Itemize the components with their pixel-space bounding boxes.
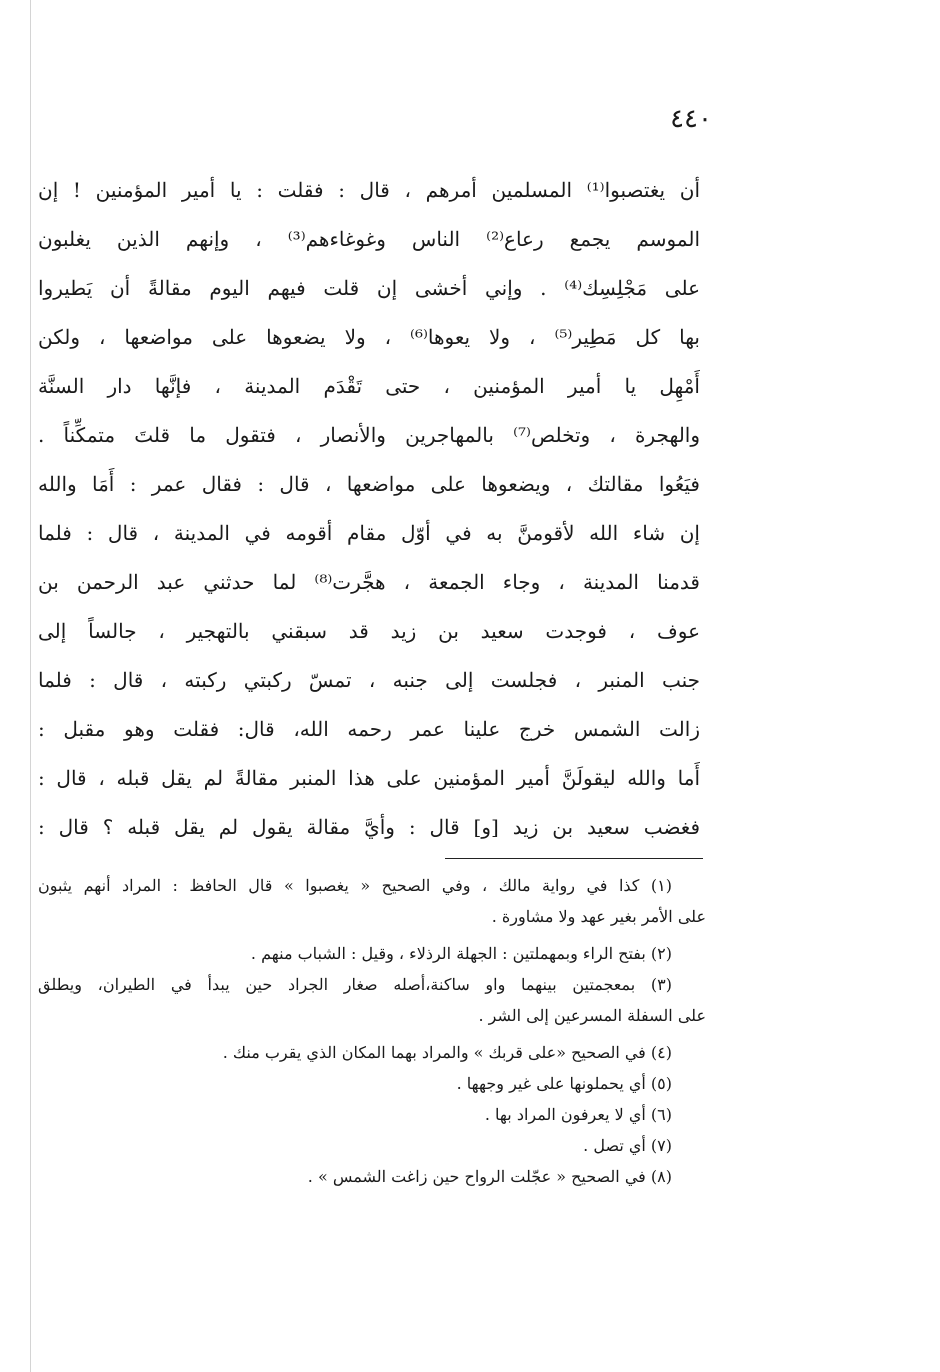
footnote-separator [445, 858, 703, 859]
body-line: جنب المنبر ، فجلست إلى جنبه ، تمسّ ركبتي ركبته ، قال : فلما [38, 668, 700, 692]
footnote-8: (٨) في الصحيح « عجّلت الرواح حين زاغت الشمس » . [307, 1167, 672, 1186]
footnote-5: (٥) أي يحملونها على غير وجهها . [456, 1074, 672, 1093]
body-line: قدمنا المدينة ، وجاء الجمعة ، هجَّرت⁽⁸⁾ لما حدثني عبد الرحمن بن [38, 570, 700, 594]
body-line: زالت الشمس خرج علينا عمر رحمه الله، قال: فقلت وهو مقبل : [38, 717, 700, 741]
body-line: أَما والله ليقولَنَّ أمير المؤمنين على هذا المنبر مقالةً لم يقل قبله ، قال : [38, 766, 700, 790]
body-line: بها كل مَطِير⁽⁵⁾ ، ولا يعوها⁽⁶⁾ ، ولا يضعوها على مواضعها ، ولكن [38, 325, 700, 349]
footnote-6: (٦) أي لا يعرفون المراد بها . [484, 1105, 672, 1124]
footnote-1-continuation: على الأمر بغير عهد ولا مشاورة . [491, 907, 706, 926]
body-line: الموسم يجمع رعاع⁽²⁾ الناس وغوغاءهم⁽³⁾ ، وإنهم الذين يغلبون [38, 227, 700, 251]
body-text [38, 166, 700, 852]
footnote-3: (٣) بمعجمتين بينهما واو ساكنة،أصله صغار الجراد حين يبدأ في الطيران، ويطلق [38, 975, 672, 994]
footnote-7: (٧) أي تصل . [583, 1136, 672, 1155]
footnote-2: (٢) بفتح الراء وبمهملتين : الجهلة الرذلاء ، وقيل : الشباب منهم . [250, 944, 672, 963]
body-line: على مَجْلِسِك⁽⁴⁾ . وإني أخشى إن قلت فيهم اليوم مقالةً أن يَطيروا [38, 276, 700, 300]
body-line: أن يغتصبوا⁽¹⁾ المسلمين أمرهم ، قال : فقلت : يا أمير المؤمنين ! إن [38, 178, 700, 202]
page-number: ٤٤٠ [670, 104, 712, 134]
footnote-3-continuation: على السفلة المسرعين إلى الشر . [478, 1006, 706, 1025]
body-line: أَمْهِل يا أمير المؤمنين ، حتى تَقْدَم المدينة ، فإنَّها دار السنَّة [38, 374, 700, 398]
body-line: فيَعُوا مقالتك ، ويضعوها على مواضعها ، قال : فقال عمر : أَمَا والله [38, 472, 700, 496]
footnote-1: (١) كذا في رواية مالك ، وفي الصحيح « يغصبوا » قال الحافظ : المراد أنهم يثبون [38, 876, 672, 895]
scan-edge-line [30, 0, 31, 1372]
body-line: إن شاء الله لأقومنَّ به في أوّل مقام أقومه في المدينة ، قال : فلما [38, 521, 700, 545]
body-line: والهجرة ، وتخلص⁽⁷⁾ بالمهاجرين والأنصار ، فتقول ما قلتَ متمكِّناً . [38, 423, 700, 447]
body-line: فغضب سعيد بن زيد [و] قال : وأيَّ مقالة يقول لم يقل قبله ؟ قال : [38, 815, 700, 839]
body-line: عوف ، فوجدت سعيد بن زيد قد سبقني بالتهجير ، جالساً إلى [38, 619, 700, 643]
footnotes [38, 870, 706, 1192]
footnote-4: (٤) في الصحيح «على قربك » والمراد بهما المكان الذي يقرب منك . [222, 1043, 672, 1062]
